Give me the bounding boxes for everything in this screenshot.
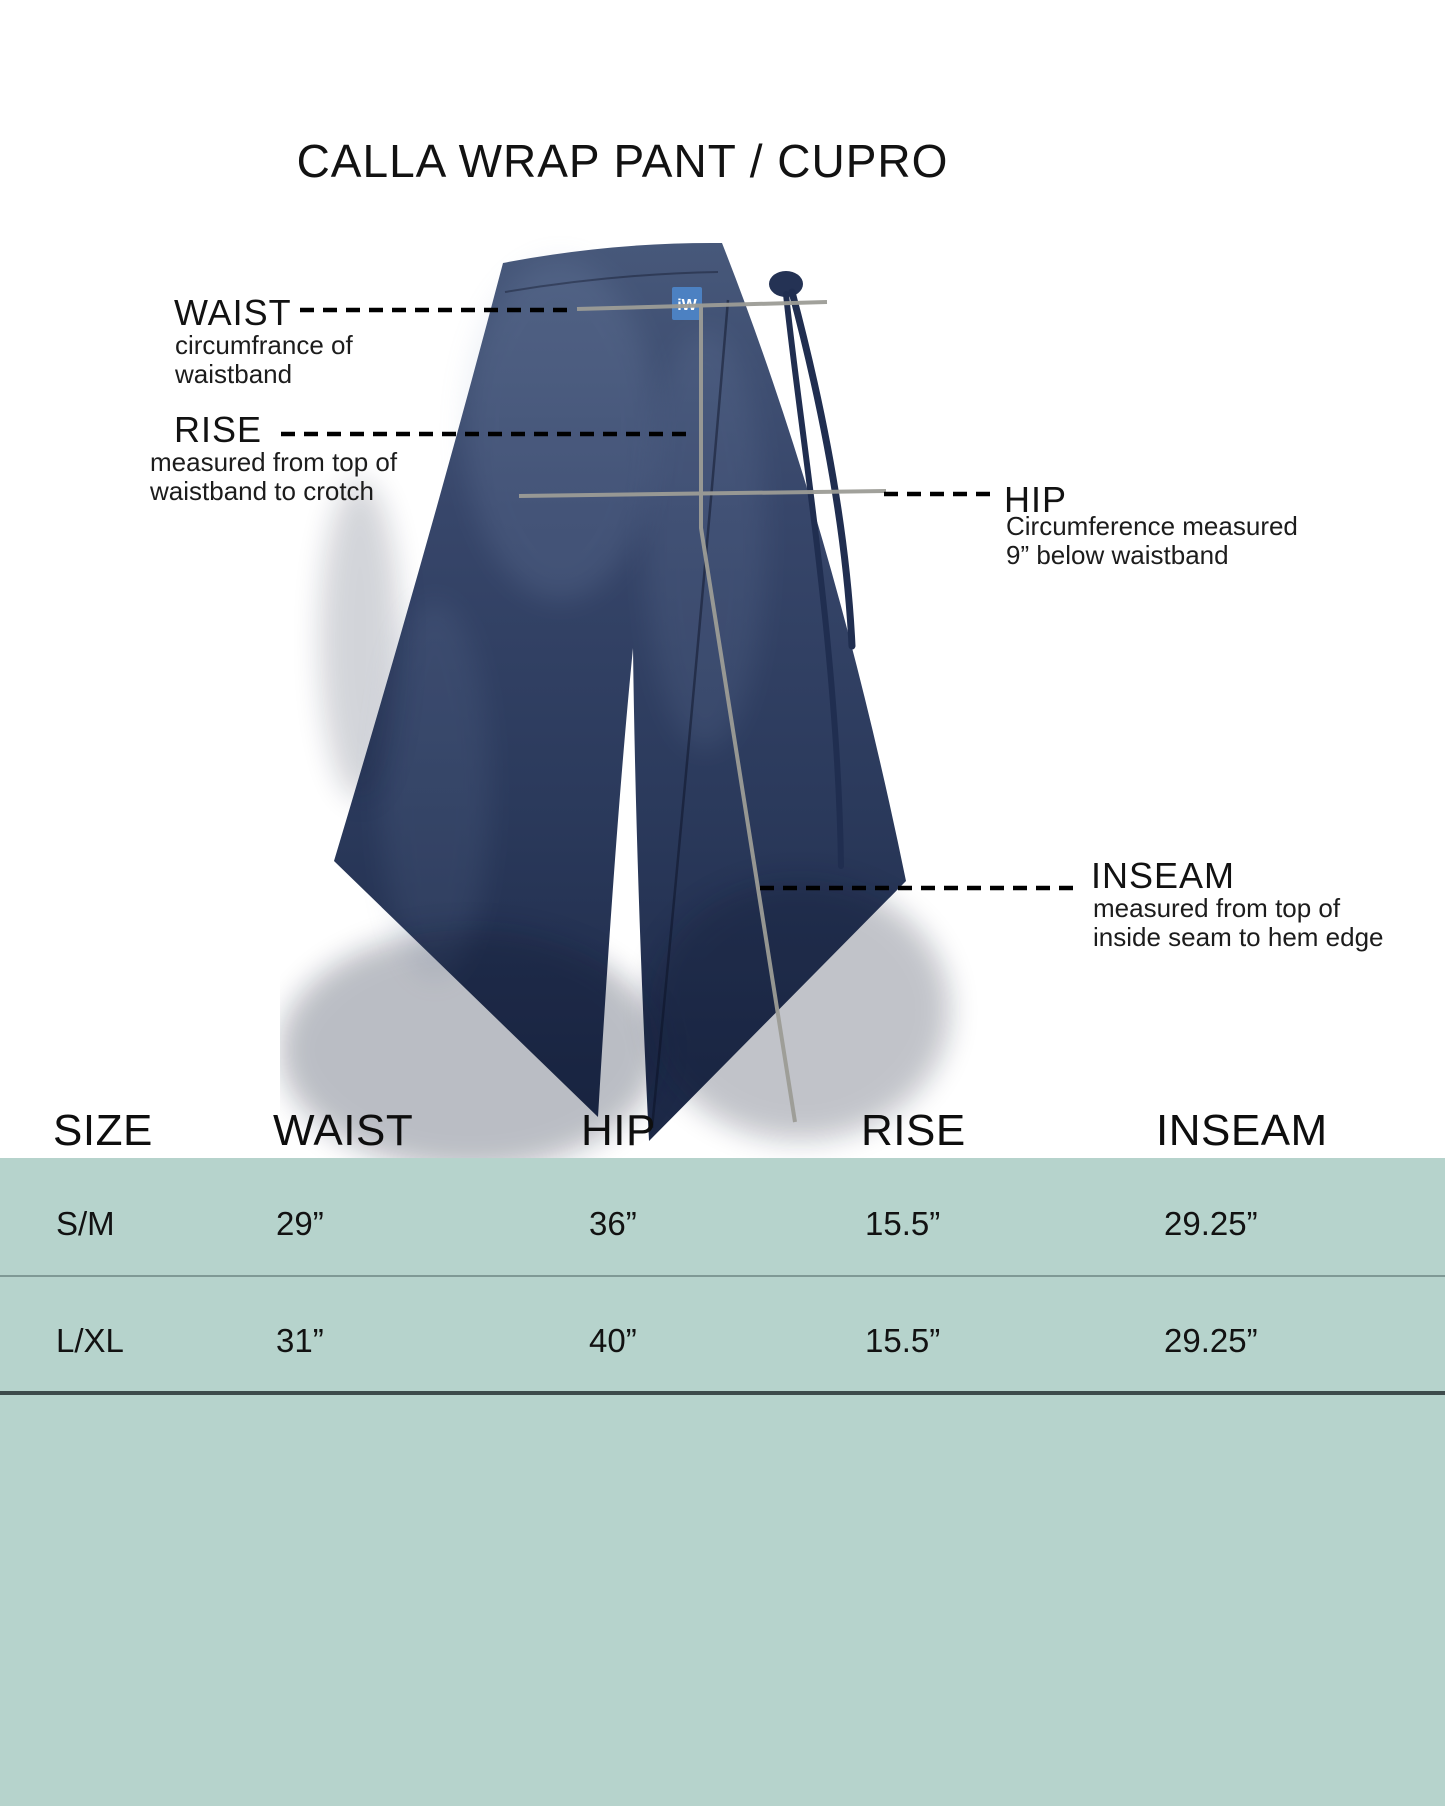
rise-annotation-desc: measured from top of waistband to crotch <box>150 447 398 506</box>
cell-waist-sm: 29” <box>276 1205 324 1242</box>
cell-size-sm: S/M <box>56 1205 115 1242</box>
inseam-annotation-desc: measured from top of inside seam to hem edge <box>1093 893 1384 952</box>
cell-size-lxl: L/XL <box>56 1322 124 1359</box>
brand-tag-logo: iW <box>677 297 697 314</box>
row-divider <box>0 1275 1445 1277</box>
cell-inseam-sm: 29.25” <box>1164 1205 1258 1242</box>
cell-rise-sm: 15.5” <box>865 1205 941 1242</box>
hip-annotation-desc: Circumference measured 9” below waistband <box>1006 511 1298 570</box>
pants-diagram <box>280 220 1120 1170</box>
cell-hip-sm: 36” <box>589 1205 637 1242</box>
column-header-hip: HIP <box>581 1106 656 1155</box>
cell-inseam-lxl: 29.25” <box>1164 1322 1258 1359</box>
brand-tag <box>672 287 702 320</box>
rise-annotation-label: RISE <box>174 409 263 450</box>
cell-waist-lxl: 31” <box>276 1322 324 1359</box>
column-header-rise: RISE <box>861 1106 966 1155</box>
page-title: CALLA WRAP PANT / CUPRO <box>296 135 949 187</box>
column-header-inseam: INSEAM <box>1156 1106 1328 1155</box>
inseam-annotation-label: INSEAM <box>1091 855 1236 896</box>
column-header-waist: WAIST <box>273 1106 414 1155</box>
column-header-size: SIZE <box>53 1106 153 1155</box>
waist-annotation-desc: circumfrance of waistband <box>175 330 353 389</box>
table-footer-band <box>0 1395 1445 1806</box>
hip-annotation-label: HIP <box>1004 479 1068 520</box>
cell-hip-lxl: 40” <box>589 1322 637 1359</box>
cell-rise-lxl: 15.5” <box>865 1322 941 1359</box>
waist-annotation-label: WAIST <box>174 292 292 333</box>
